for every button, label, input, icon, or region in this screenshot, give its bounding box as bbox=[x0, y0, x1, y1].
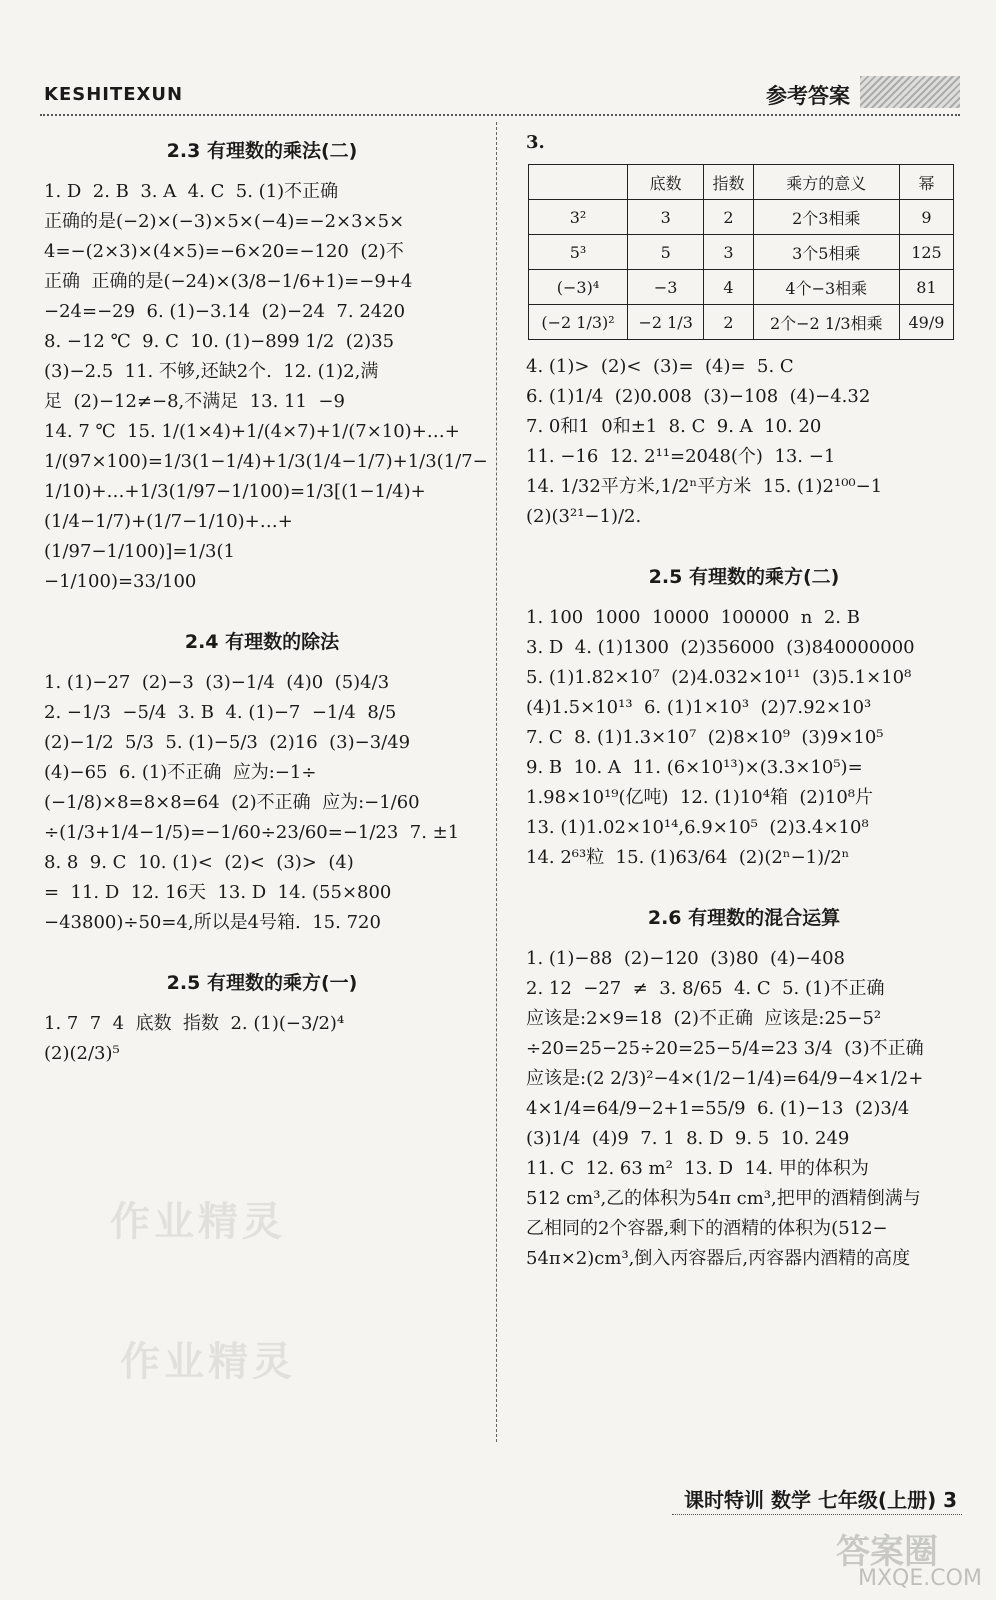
answer-line: (1/4−1/7)+(1/7−1/10)+…+(1/97−1/100)]=1/3(1 bbox=[44, 511, 293, 562]
table-cell: 2个−2 1/3相乘 bbox=[753, 305, 899, 340]
table-cell: 3 bbox=[628, 200, 704, 235]
table-cell: 81 bbox=[899, 270, 953, 305]
table-cell: 9 bbox=[899, 200, 953, 235]
answer-line: 4×1/4=64/9−2+1=55/9 6. (1)−13 (2)3/4 bbox=[526, 1098, 910, 1119]
section-title-2-4: 2.4 有理数的除法 bbox=[184, 631, 340, 653]
table-cell: 3个5相乘 bbox=[753, 235, 899, 270]
answer-line: 应该是:2×9=18 (2)不正确 应该是:25−5² bbox=[526, 1008, 882, 1029]
answer-line: 512 cm³,乙的体积为54π cm³,把甲的酒精倒满与 bbox=[526, 1188, 921, 1209]
header-section-label: 参考答案 bbox=[766, 83, 850, 108]
right-column bbox=[526, 128, 962, 1274]
table-row bbox=[529, 200, 954, 235]
left-column bbox=[44, 128, 488, 1069]
table-cell: −2 1/3 bbox=[628, 305, 704, 340]
table-cell: 49/9 bbox=[899, 305, 953, 340]
answer-line: (3)−2.5 11. 不够,还缺2个. 12. (1)2,满 bbox=[44, 361, 379, 382]
answer-line: (2)(2/3)⁵ bbox=[44, 1043, 120, 1064]
answer-line: 3. D 4. (1)1300 (2)356000 (3)840000000 bbox=[526, 637, 915, 658]
table-cell: 125 bbox=[899, 235, 953, 270]
question-3-label: 3. bbox=[526, 132, 545, 153]
section-body-2-5a bbox=[44, 1009, 480, 1069]
answer-line: 9. B 10. A 11. (6×10¹³)×(3.3×10⁵)= bbox=[526, 757, 863, 778]
answer-line: 1. D 2. B 3. A 4. C 5. (1)不正确 bbox=[44, 181, 339, 202]
answer-line: 11. −16 12. 2¹¹=2048(个) 13. −1 bbox=[526, 446, 836, 467]
table-cell: 5 bbox=[628, 235, 704, 270]
answer-line: 1. 100 1000 10000 100000 n 2. B bbox=[526, 607, 860, 628]
answer-line: −43800)÷50=4,所以是4号箱. 15. 720 bbox=[44, 912, 381, 933]
answer-line: 8. −12 ℃ 9. C 10. (1)−899 1/2 (2)35 bbox=[44, 331, 395, 352]
table-cell: 3 bbox=[704, 235, 753, 270]
answer-line: 应该是:(2 2/3)²−4×(1/2−1/4)=64/9−4×1/2+ bbox=[526, 1068, 924, 1089]
answer-line: (2)(3²¹−1)/2. bbox=[526, 506, 642, 527]
answer-line: (3)1/4 (4)9 7. 1 8. D 9. 5 10. 249 bbox=[526, 1128, 850, 1149]
table-cell: −3 bbox=[628, 270, 704, 305]
site-logo: 答案圈 bbox=[836, 1532, 938, 1572]
header-divider bbox=[40, 114, 960, 116]
table-cell: 2 bbox=[704, 305, 753, 340]
answer-line: (−1/8)×8=8×8=64 (2)不正确 应为:−1/60 bbox=[44, 792, 420, 813]
watermark-stamp: 作业精灵 bbox=[110, 1198, 286, 1245]
table-header-cell: 乘方的意义 bbox=[753, 165, 899, 200]
header-shade bbox=[860, 76, 960, 108]
section-body-2-4 bbox=[44, 668, 480, 938]
answer-line: 正确的是(−2)×(−3)×5×(−4)=−2×3×5× bbox=[44, 211, 405, 232]
table-row bbox=[529, 305, 954, 340]
section-title-2-5a: 2.5 有理数的乘方(一) bbox=[166, 972, 358, 994]
answer-line: 1/10)+…+1/3(1/97−1/100)=1/3[(1−1/4)+ bbox=[44, 481, 426, 502]
table-cell: 5³ bbox=[529, 235, 628, 270]
answer-line: −24=−29 6. (1)−3.14 (2)−24 7. 2420 bbox=[44, 301, 406, 322]
answer-line: 4. (1)> (2)< (3)= (4)= 5. C bbox=[526, 356, 794, 377]
table-cell: 3² bbox=[529, 200, 628, 235]
answer-line: 5. (1)1.82×10⁷ (2)4.032×10¹¹ (3)5.1×10⁸ bbox=[526, 667, 912, 688]
answer-line: 13. (1)1.02×10¹⁴,6.9×10⁵ (2)3.4×10⁸ bbox=[526, 817, 869, 838]
answer-line: 1. (1)−88 (2)−120 (3)80 (4)−408 bbox=[526, 948, 845, 969]
answer-line: 14. 2⁶³粒 15. (1)63/64 (2)(2ⁿ−1)/2ⁿ bbox=[526, 847, 850, 868]
table-header-cell: 指数 bbox=[704, 165, 753, 200]
answer-line: 14. 1/32平方米,1/2ⁿ平方米 15. (1)2¹⁰⁰−1 bbox=[526, 476, 883, 497]
answer-line: 乙相同的2个容器,剩下的酒精的体积为(512− bbox=[526, 1218, 888, 1239]
table-cell: 4个−3相乘 bbox=[753, 270, 899, 305]
answer-line: 4=−(2×3)×(4×5)=−6×20=−120 (2)不 bbox=[44, 241, 404, 262]
section-title-2-3: 2.3 有理数的乘法(二) bbox=[166, 140, 358, 162]
table-cell: (−3)⁴ bbox=[529, 270, 628, 305]
answer-line: 14. 7 ℃ 15. 1/(1×4)+1/(4×7)+1/(7×10)+…+ bbox=[44, 421, 460, 442]
section-title-2-5b: 2.5 有理数的乘方(二) bbox=[648, 566, 840, 588]
table-header-cell: 底数 bbox=[628, 165, 704, 200]
answer-line: 1/(97×100)=1/3(1−1/4)+1/3(1/4−1/7)+1/3(1/7− bbox=[44, 451, 488, 472]
answer-line: −1/100)=33/100 bbox=[44, 571, 197, 592]
table-header-cell bbox=[529, 165, 628, 200]
answer-line: = 11. D 12. 16天 13. D 14. (55×800 bbox=[44, 882, 392, 903]
column-divider bbox=[496, 122, 497, 1442]
answer-line: (4)−65 6. (1)不正确 应为:−1÷ bbox=[44, 762, 317, 783]
table-row bbox=[529, 235, 954, 270]
answer-line: 8. 8 9. C 10. (1)< (2)< (3)> (4) bbox=[44, 852, 354, 873]
table-cell: 2 bbox=[704, 200, 753, 235]
footer-divider bbox=[672, 1514, 962, 1515]
answer-line: 7. C 8. (1)1.3×10⁷ (2)8×10⁹ (3)9×10⁵ bbox=[526, 727, 884, 748]
table-cell: (−2 1/3)² bbox=[529, 305, 628, 340]
section-body-2-5b bbox=[526, 603, 962, 873]
answer-line: 6. (1)1/4 (2)0.008 (3)−108 (4)−4.32 bbox=[526, 386, 871, 407]
answers-after-table bbox=[526, 352, 962, 532]
answer-line: 1.98×10¹⁹(亿吨) 12. (1)10⁴箱 (2)10⁸片 bbox=[526, 787, 874, 808]
answer-line: (2)−1/2 5/3 5. (1)−5/3 (2)16 (3)−3/49 bbox=[44, 732, 411, 753]
answer-line: ÷20=25−25÷20=25−5/4=23 3/4 (3)不正确 bbox=[526, 1038, 924, 1059]
answer-line: (4)1.5×10¹³ 6. (1)1×10³ (2)7.92×10³ bbox=[526, 697, 872, 718]
answer-line: 1. (1)−27 (2)−3 (3)−1/4 (4)0 (5)4/3 bbox=[44, 672, 390, 693]
answer-line: 54π×2)cm³,倒入丙容器后,丙容器内酒精的高度 bbox=[526, 1248, 911, 1269]
section-body-2-3 bbox=[44, 177, 488, 597]
answer-line: 2. 12 −27 ≠ 3. 8/65 4. C 5. (1)不正确 bbox=[526, 978, 885, 999]
site-logo-url: MXQE.COM bbox=[858, 1566, 982, 1591]
table-cell: 2个3相乘 bbox=[753, 200, 899, 235]
answer-line: 11. C 12. 63 m² 13. D 14. 甲的体积为 bbox=[526, 1158, 869, 1179]
table-header-cell: 幂 bbox=[899, 165, 953, 200]
answer-line: 7. 0和1 0和±1 8. C 9. A 10. 20 bbox=[526, 416, 822, 437]
answer-line: 2. −1/3 −5/4 3. B 4. (1)−7 −1/4 8/5 bbox=[44, 702, 397, 723]
header-brand: KESHITEXUN bbox=[44, 84, 184, 105]
answer-line: 1. 7 7 4 底数 指数 2. (1)(−3/2)⁴ bbox=[44, 1013, 345, 1034]
table-cell: 4 bbox=[704, 270, 753, 305]
watermark-stamp: 作业精灵 bbox=[120, 1338, 296, 1385]
table-header-row bbox=[529, 165, 954, 200]
section-body-2-6 bbox=[526, 944, 962, 1274]
answer-line: ÷(1/3+1/4−1/5)=−1/60÷23/60=−1/23 7. ±1 bbox=[44, 822, 460, 843]
power-table bbox=[528, 164, 954, 340]
section-title-2-6: 2.6 有理数的混合运算 bbox=[647, 907, 841, 929]
answer-line: 正确 正确的是(−24)×(3/8−1/6+1)=−9+4 bbox=[44, 271, 413, 292]
answer-line: 足 (2)−12≠−8,不满足 13. 11 −9 bbox=[44, 391, 345, 412]
table-row bbox=[529, 270, 954, 305]
page-footer: 课时特训 数学 七年级(上册) 3 bbox=[684, 1488, 958, 1512]
